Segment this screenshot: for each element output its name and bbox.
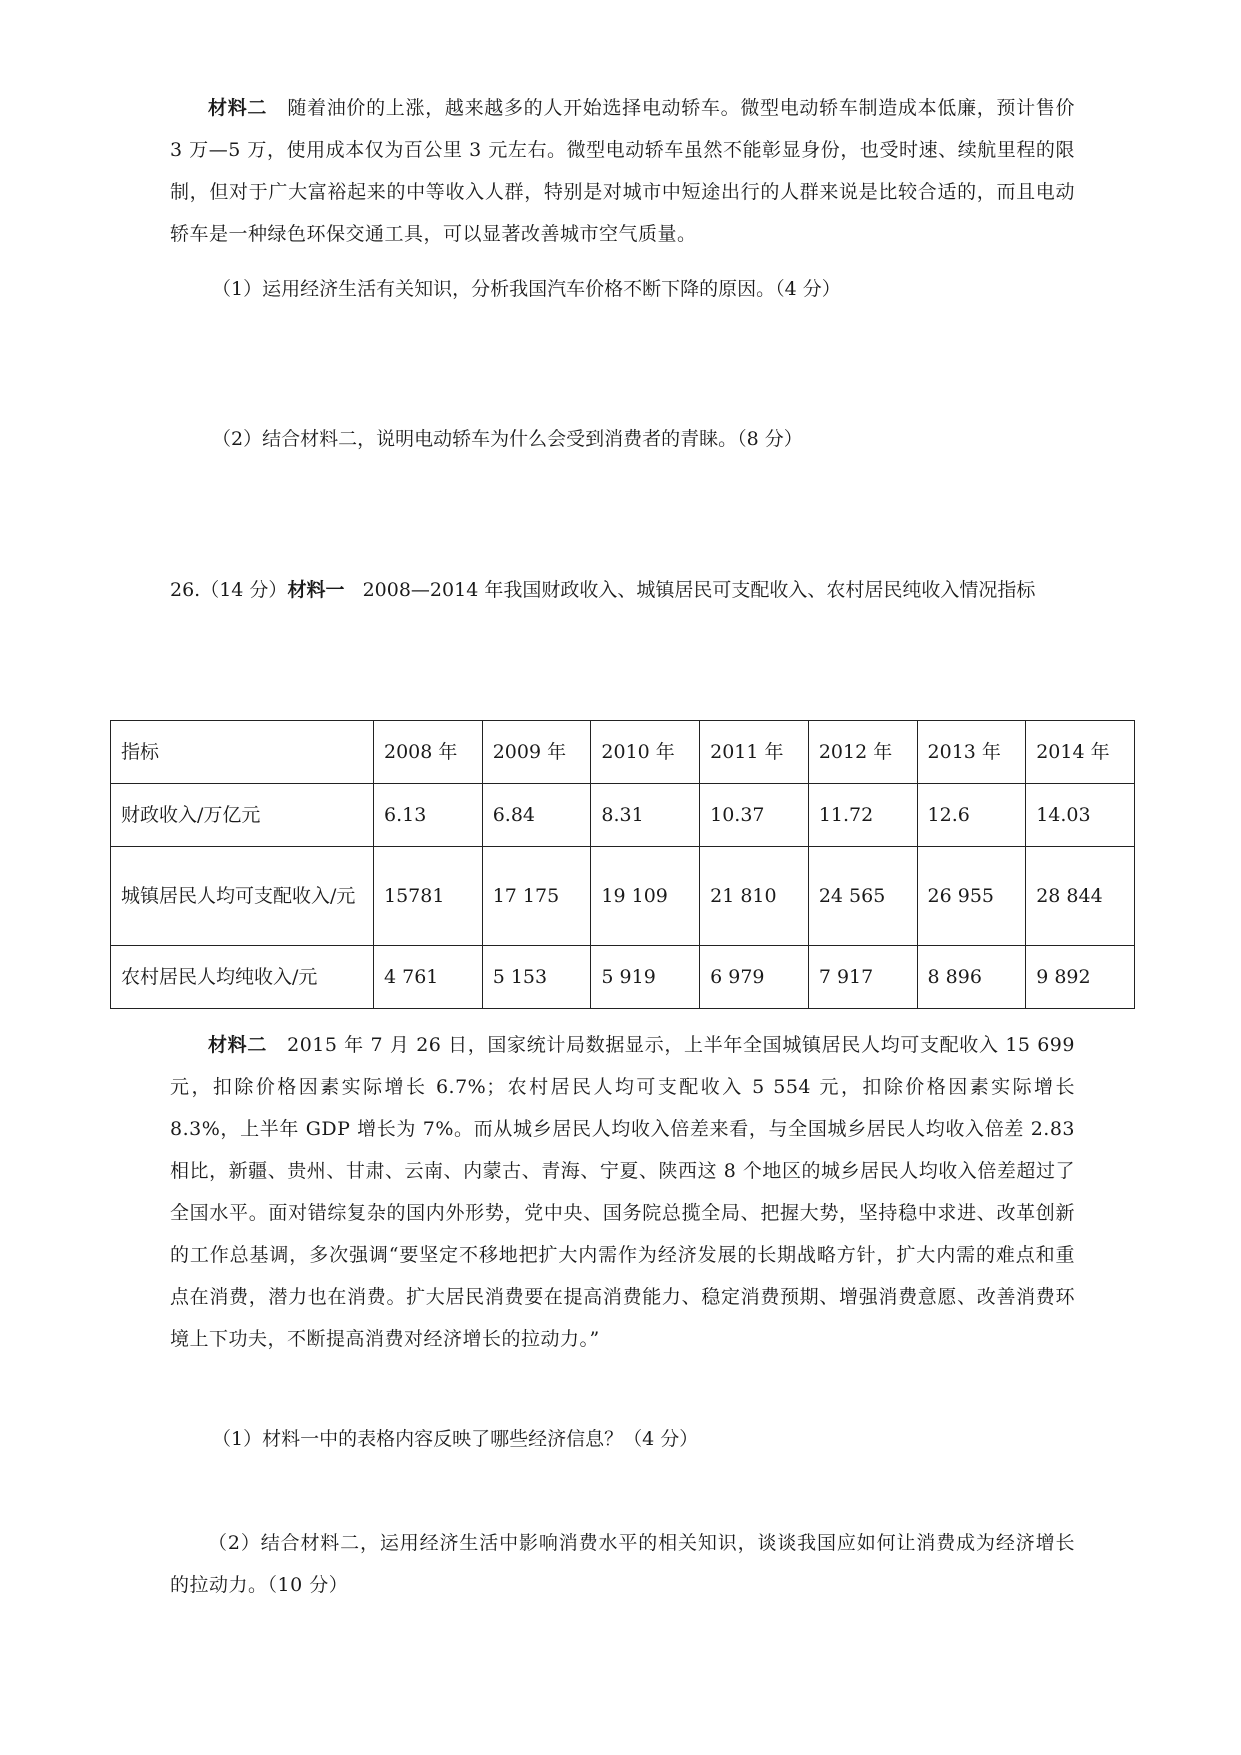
table-header-cell: 2013 年	[917, 721, 1026, 784]
question-26-2: （2）结合材料二，运用经济生活中影响消费水平的相关知识，谈谈我国应如何让消费成为经济增长的拉动力。（10 分）	[170, 1532, 1075, 1596]
table-cell: 14.03	[1026, 784, 1135, 847]
material2-stats-text: 2015 年 7 月 26 日，国家统计局数据显示，上半年全国城镇居民人均可支配收入 15 699 元，扣除价格因素实际增长 6.7%；农村居民人均可支配收入 5 554 元，扣除价格因素实际增长 8.3%，上半年 GDP 增长为 7%。而从城乡居民人均收入倍差来看，与全国城乡居民人均收入倍差 2.83 相比，新疆、贵州、甘肃、云南、内蒙古、青海、宁夏、陕西这 8 个地区的城乡居民人均收入倍差超过了全国水平。面对错综复杂的国内外形势，党中央、国务院总揽全局、把握大势，坚持稳中求进、改革创新的工作总基调，多次强调“要坚定不移地把扩大内需作为经济发展的长期战略方针，扩大内需的难点和重点在消费，潜力也在消费。扩大居民消费要在提高消费能力、稳定消费预期、增强消费意愿、改善消费环境上下功夫，不断提高消费对经济增长的拉动力。”	[170, 1034, 1075, 1350]
table-cell: 26 955	[917, 847, 1026, 946]
table-cell: 12.6	[917, 784, 1026, 847]
table-row	[111, 784, 1135, 847]
table-header-cell: 指标	[111, 721, 374, 784]
table-cell: 10.37	[700, 784, 809, 847]
table-cell: 4 761	[374, 946, 483, 1009]
table-cell: 15781	[374, 847, 483, 946]
table-cell: 5 153	[482, 946, 591, 1009]
table-row-label: 农村居民人均纯收入/元	[111, 946, 374, 1009]
table-cell: 6.13	[374, 784, 483, 847]
table-header-cell: 2008 年	[374, 721, 483, 784]
question-25-1: （1）运用经济生活有关知识，分析我国汽车价格不断下降的原因。（4 分）	[212, 278, 841, 300]
table-cell: 11.72	[808, 784, 917, 847]
table-row	[111, 946, 1135, 1009]
table-cell: 6 979	[700, 946, 809, 1009]
table-cell: 19 109	[591, 847, 700, 946]
material2-car-text: 随着油价的上涨，越来越多的人开始选择电动轿车。微型电动轿车制造成本低廉，预计售价 3 万—5 万，使用成本仅为百公里 3 元左右。微型电动轿车虽然不能彰显身份，也受时速、续航里程的限制，但对于广大富裕起来的中等收入人群，特别是对城市中短途出行的人群来说是比较合适的，而且电动轿车是一种绿色环保交通工具，可以显著改善城市空气质量。	[170, 97, 1075, 245]
table-cell: 7 917	[808, 946, 917, 1009]
material2-car-paragraph	[170, 87, 1075, 255]
table-header-cell: 2012 年	[808, 721, 917, 784]
material1-label: 材料一	[287, 579, 345, 601]
table-cell: 8.31	[591, 784, 700, 847]
material2-stats-label: 材料二	[208, 1034, 267, 1056]
table-cell: 17 175	[482, 847, 591, 946]
table-row-label: 财政收入/万亿元	[111, 784, 374, 847]
material2-car-label: 材料二	[208, 97, 268, 119]
question-26-heading	[170, 569, 1075, 611]
question-26-1: （1）材料一中的表格内容反映了哪些经济信息？（4 分）	[212, 1428, 699, 1450]
table-header-cell: 2010 年	[591, 721, 700, 784]
table-cell: 24 565	[808, 847, 917, 946]
income-table	[110, 720, 1135, 1009]
table-cell: 5 919	[591, 946, 700, 1009]
material2-stats-paragraph	[170, 1024, 1075, 1360]
table-header-cell: 2011 年	[700, 721, 809, 784]
table-cell: 21 810	[700, 847, 809, 946]
question-25-2: （2）结合材料二，说明电动轿车为什么会受到消费者的青睐。（8 分）	[212, 428, 803, 450]
table-cell: 9 892	[1026, 946, 1135, 1009]
question-26-number: 26.（14 分）	[170, 579, 288, 601]
table-header-cell: 2009 年	[482, 721, 591, 784]
material1-title: 2008—2014 年我国财政收入、城镇居民可支配收入、农村居民纯收入情况指标	[362, 579, 1036, 601]
table-row	[111, 847, 1135, 946]
table-row-label: 城镇居民人均可支配收入/元	[111, 847, 374, 946]
table-cell: 28 844	[1026, 847, 1135, 946]
table-cell: 6.84	[482, 784, 591, 847]
table-header-cell: 2014 年	[1026, 721, 1135, 784]
table-header-row	[111, 721, 1135, 784]
table-cell: 8 896	[917, 946, 1026, 1009]
